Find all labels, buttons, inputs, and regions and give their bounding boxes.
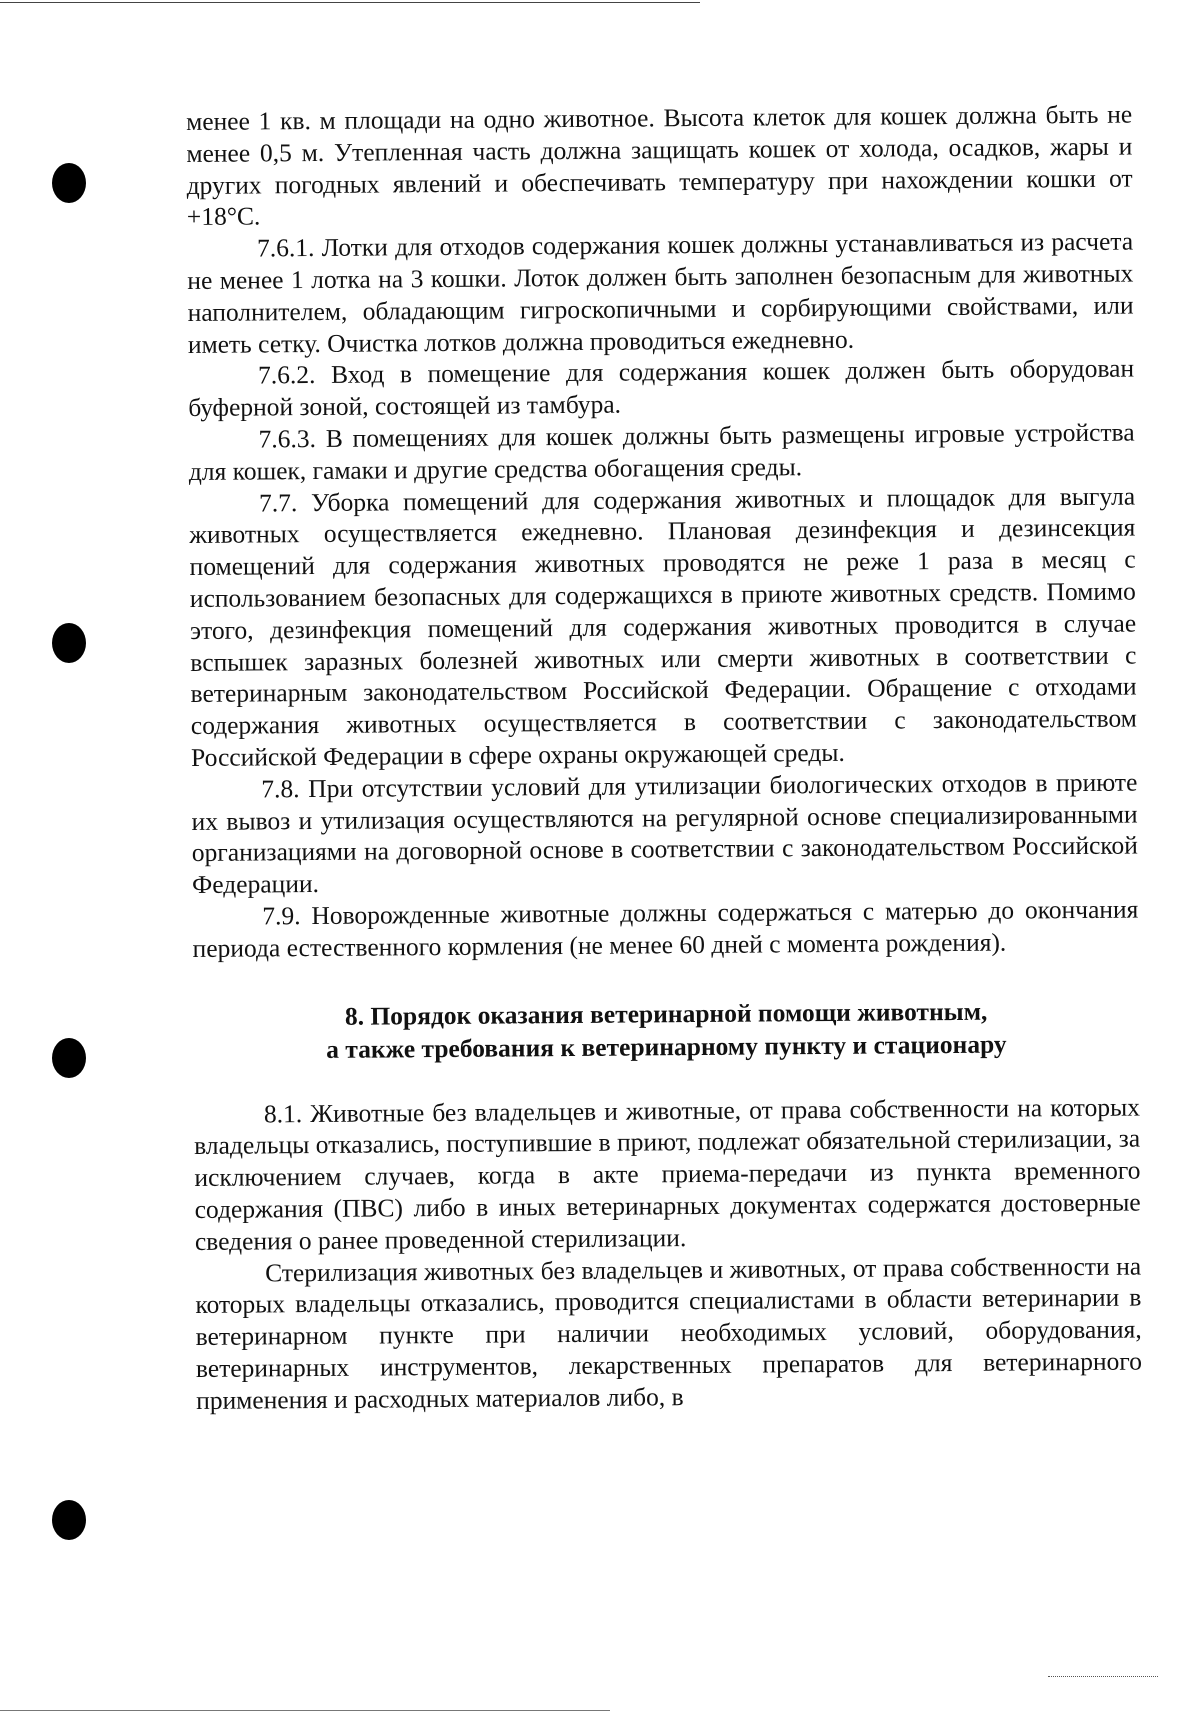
paragraph-7-6-1: 7.6.1. Лотки для отходов содержания кошек должны устанавливаться из расчета не менее 1 лотка на 3 кошки. Лоток должен быть заполнен безопасным для животных наполнителем, обладающим гигроскопичными и сорбирующими свойствами, или иметь сетку. Очистка лотков должна проводиться ежедневно.: [187, 226, 1134, 359]
section-heading-line-2: а также требования к ветеринарному пункту и стационару: [326, 1029, 1007, 1064]
paragraph-continuation: менее 1 кв. м площади на одно животное. Высота клеток для кошек должна быть не менее 0,5 м. Утепленная часть должна защищать кошек от холода, осадков, жары и других погодных явлений и обеспечивать температуру при нахождении кошки от +18°С.: [186, 99, 1133, 232]
punch-hole: [52, 623, 86, 663]
section-heading-line-1: 8. Порядок оказания ветеринарной помощи животным,: [344, 996, 988, 1031]
document-body: [186, 99, 1142, 1417]
scan-edge-mark: [1048, 1676, 1158, 1677]
paragraph-7-6-2: 7.6.2. Вход в помещение для содержания кошек должен быть оборудован буферной зоной, состоящей из тамбура.: [188, 353, 1135, 423]
paragraph-7-6-3: 7.6.3. В помещениях для кошек должны быть размещены игровые устройства для кошек, гамаки и другие средства обогащения среды.: [188, 417, 1135, 486]
punch-hole: [52, 1038, 86, 1078]
paragraph-7-7: 7.7. Уборка помещений для содержания животных и площадок для выгула животных осуществляется ежедневно. Плановая дезинфекция и дезинсекция помещений для содержания животных проводятся не реже 1 раза в месяц с использованием безопасных для содержащихся в приюте животных средств. Помимо этого, дезинфекция помещений для содержания животных проводится в случае вспышек заразных болезней животных или смерти животных в соответствии с ветеринарным законодательством Российской Федерации. Обращение с отходами содержания животных осуществляется в соответствии с законодательством Российской Федерации в сфере охраны окружающей среды.: [189, 481, 1137, 772]
paragraph-7-8: 7.8. При отсутствии условий для утилизации биологических отходов в приюте их вывоз и утилизация осуществляются на регулярной основе специализированными организациями на договорной основе в соответствии с законодательством Российской Федерации.: [191, 767, 1138, 900]
paragraph-sterilization: Стерилизация животных без владельцев и животных, от права собственности на которых владельцы отказались, проводится специалистами в области ветеринарии в ветеринарном пункте при наличии необходимых условий, оборудования, ветеринарных инструментов, лекарственных препаратов для ветеринарного применения и расходных материалов либо, в: [195, 1251, 1142, 1415]
scan-edge-bottom: [0, 1710, 610, 1711]
punch-hole: [52, 1500, 86, 1540]
section-heading: [193, 993, 1139, 1066]
punch-hole: [52, 163, 86, 203]
scan-edge-top: [0, 2, 700, 3]
paragraph-7-9: 7.9. Новорожденные животные должны содержаться с матерью до окончания периода естественного кормления (не менее 60 дней с момента рождения).: [192, 894, 1139, 963]
paragraph-8-1: 8.1. Животные без владельцев и животные, от права собственности на которых владельцы отказались, поступившие в приют, подлежат обязательной стерилизации, за исключением случаев, когда в акте приема-передачи из пункта временного содержания (ПВС) либо в иных ветеринарных документах содержатся достоверные сведения о ранее проведенной стерилизации.: [194, 1092, 1141, 1256]
